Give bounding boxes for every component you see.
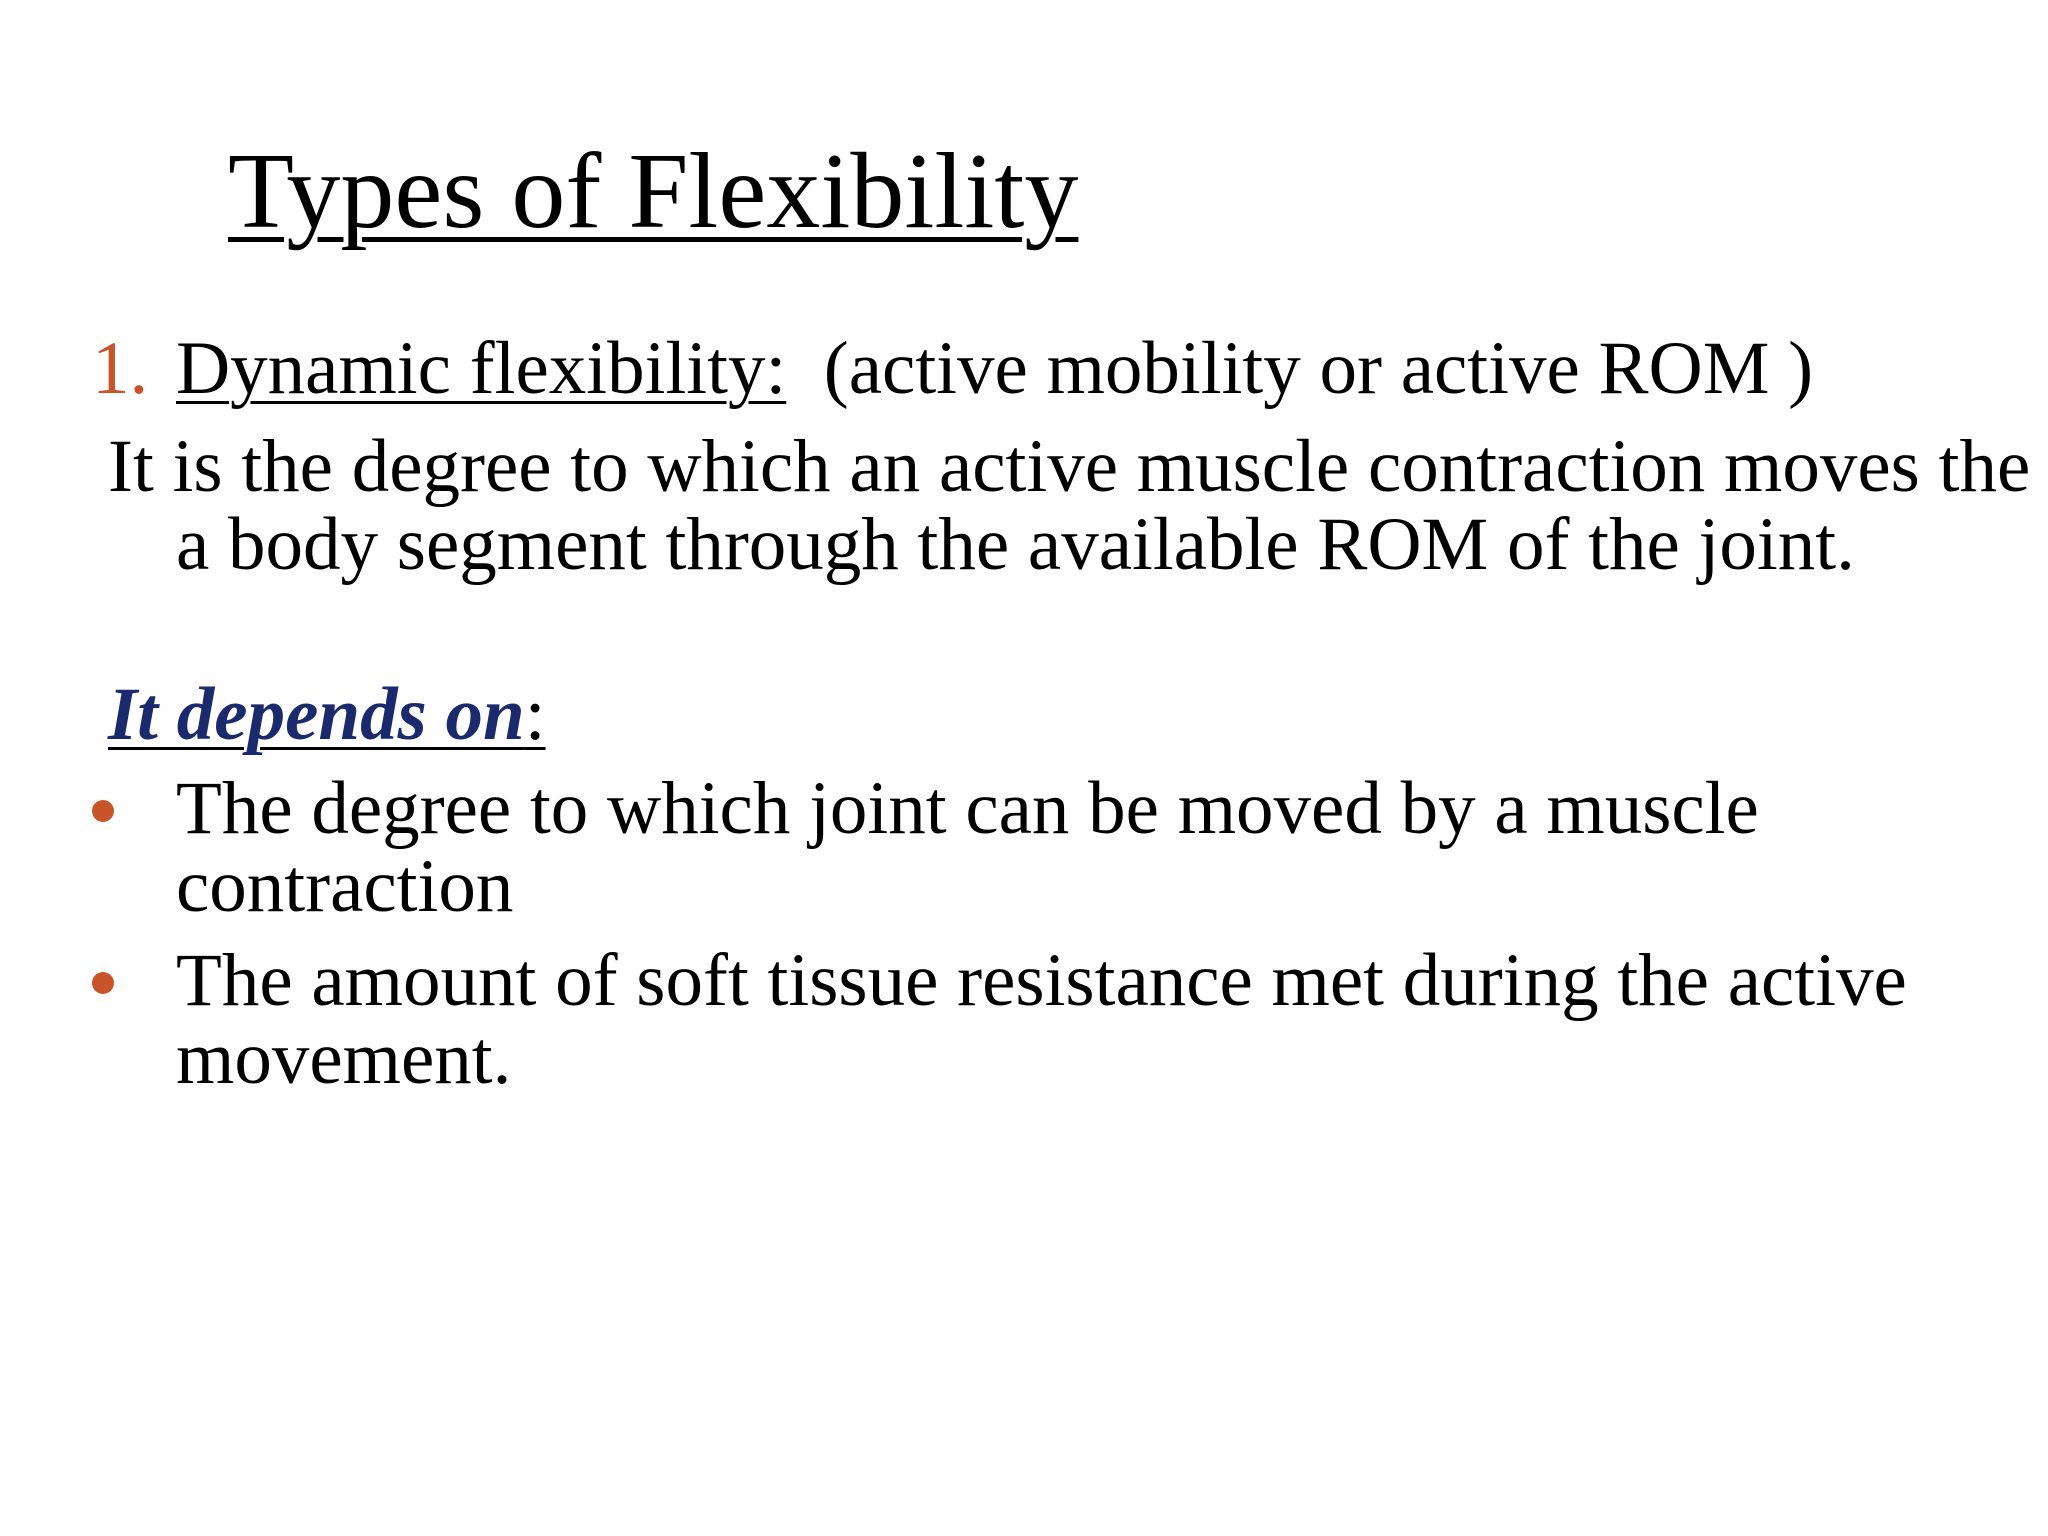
bullet-dot-icon bbox=[92, 972, 114, 994]
section-qualifier: (active mobility or active ROM ) bbox=[823, 327, 1814, 410]
slide-title: Types of Flexibility bbox=[228, 132, 1079, 251]
section-heading bbox=[176, 327, 1814, 410]
depends-term: It depends on bbox=[108, 673, 525, 756]
bullet-text: The amount of soft tissue resistance met during the active movement. bbox=[176, 939, 1907, 1100]
bullet-text: The degree to which joint can be moved by a muscle contraction bbox=[176, 767, 1759, 928]
definition-paragraph: It is the degree to which an active muscle contraction moves the a body segment through the available ROM of the joint. bbox=[108, 425, 2031, 586]
section-term: Dynamic flexibility: bbox=[176, 327, 787, 410]
section-number: 1. bbox=[92, 327, 149, 410]
depends-colon: : bbox=[524, 673, 546, 756]
bullet-item bbox=[92, 767, 1972, 928]
section-spacer bbox=[786, 327, 824, 410]
depends-heading bbox=[108, 673, 546, 756]
bullet-item bbox=[92, 939, 1972, 1100]
bullet-dot-icon bbox=[92, 800, 114, 822]
